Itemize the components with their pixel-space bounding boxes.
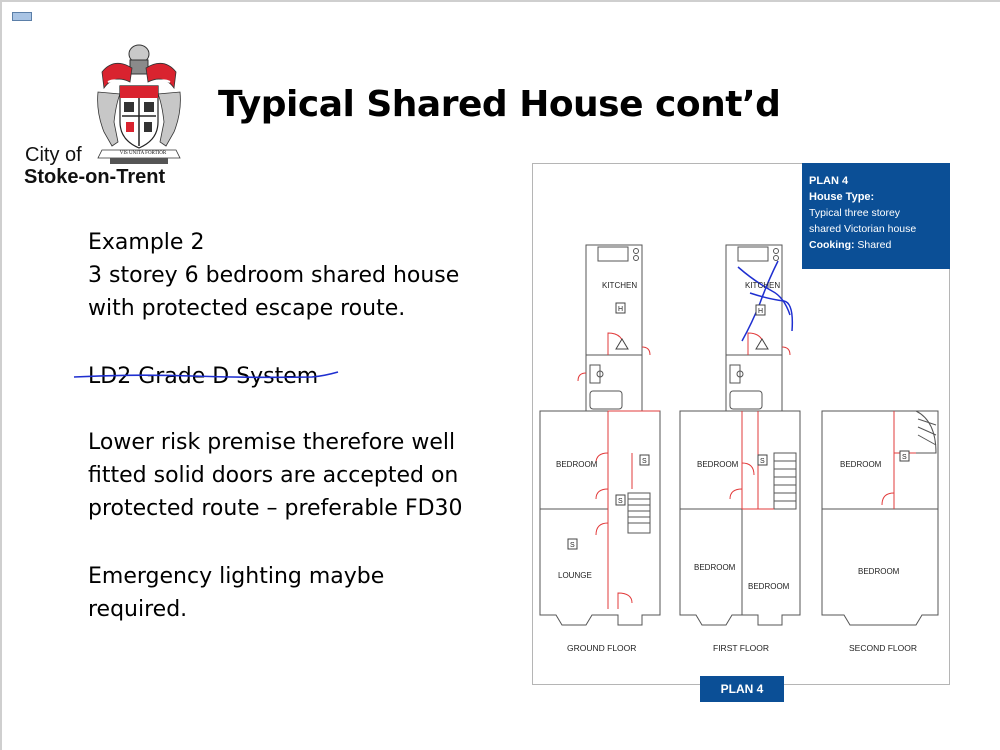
cooking-label: Cooking:: [809, 239, 855, 251]
logo-motto-text: VIS UNITA FORTIOR: [119, 151, 167, 156]
slide-title: Typical Shared House cont’d: [218, 84, 781, 125]
heat-detector-first: H: [758, 308, 764, 315]
doors-line-2: fitted solid doors are accepted on: [88, 463, 459, 488]
struck-system-text: [88, 360, 318, 393]
room-ground-lounge: LOUNGE: [558, 571, 592, 580]
lighting-line-1: Emergency lighting maybe: [88, 564, 385, 589]
room-first-kitchen: KITCHEN: [745, 281, 781, 290]
paragraph-system: [88, 360, 388, 393]
smoke-detector-second: S: [902, 454, 907, 461]
smoke-detector-first: S: [760, 458, 765, 465]
house-type-line-1: Typical three storey: [809, 207, 901, 219]
room-second-bedroom-bottom: BEDROOM: [858, 567, 900, 576]
example-line-2: 3 storey 6 bedroom shared house: [88, 263, 460, 288]
smoke-detector-ground-hall: S: [642, 458, 647, 465]
house-type-label: House Type:: [809, 191, 875, 203]
paragraph-example: [88, 226, 508, 325]
floor-label-first: FIRST FLOOR: [713, 643, 770, 653]
room-first-bedroom-top: BEDROOM: [697, 460, 739, 469]
heat-detector-ground: H: [618, 306, 624, 313]
plan-badge: PLAN 4: [700, 676, 784, 702]
floor-label-ground: GROUND FLOOR: [567, 643, 637, 653]
cooking-value: Shared: [857, 239, 892, 251]
ground-floor-walls: [540, 245, 660, 625]
second-floor-walls: [822, 411, 938, 625]
city-logo: [22, 42, 222, 192]
room-second-bedroom-top: BEDROOM: [840, 460, 882, 469]
restore-window-button[interactable]: [12, 12, 32, 21]
plan-info-title: PLAN 4: [809, 175, 849, 187]
cross-out-annotation: [738, 261, 792, 341]
doors-line-3: protected route – preferable FD30: [88, 496, 463, 521]
cooking-line: [809, 237, 944, 253]
smoke-detector-lounge: S: [570, 542, 575, 549]
room-first-bedroom-left: BEDROOM: [694, 563, 736, 572]
floor-label-second: SECOND FLOOR: [849, 643, 918, 653]
house-type-line-2: shared Victorian house: [809, 223, 917, 235]
strikethrough-annotation: [72, 360, 342, 390]
room-first-bedroom-right: BEDROOM: [748, 582, 790, 591]
room-ground-bedroom: BEDROOM: [556, 460, 598, 469]
system-text: LD2 Grade D System: [88, 364, 319, 389]
lighting-line-2: required.: [88, 597, 188, 622]
example-heading: Example 2: [88, 230, 205, 255]
logo-name-text: Stoke-on-Trent: [24, 166, 166, 188]
doors-line-1: Lower risk premise therefore well: [88, 430, 456, 455]
room-ground-kitchen: KITCHEN: [602, 281, 638, 290]
detector-symbols: [568, 303, 909, 549]
coat-of-arms-icon: [94, 42, 184, 167]
paragraph-doors: [88, 426, 508, 525]
plan-info-box: [802, 163, 950, 269]
logo-city-text: City of: [25, 144, 82, 166]
smoke-detector-ground-stairs: S: [618, 498, 623, 505]
example-line-3: with protected escape route.: [88, 296, 406, 321]
paragraph-lighting: [88, 560, 508, 626]
